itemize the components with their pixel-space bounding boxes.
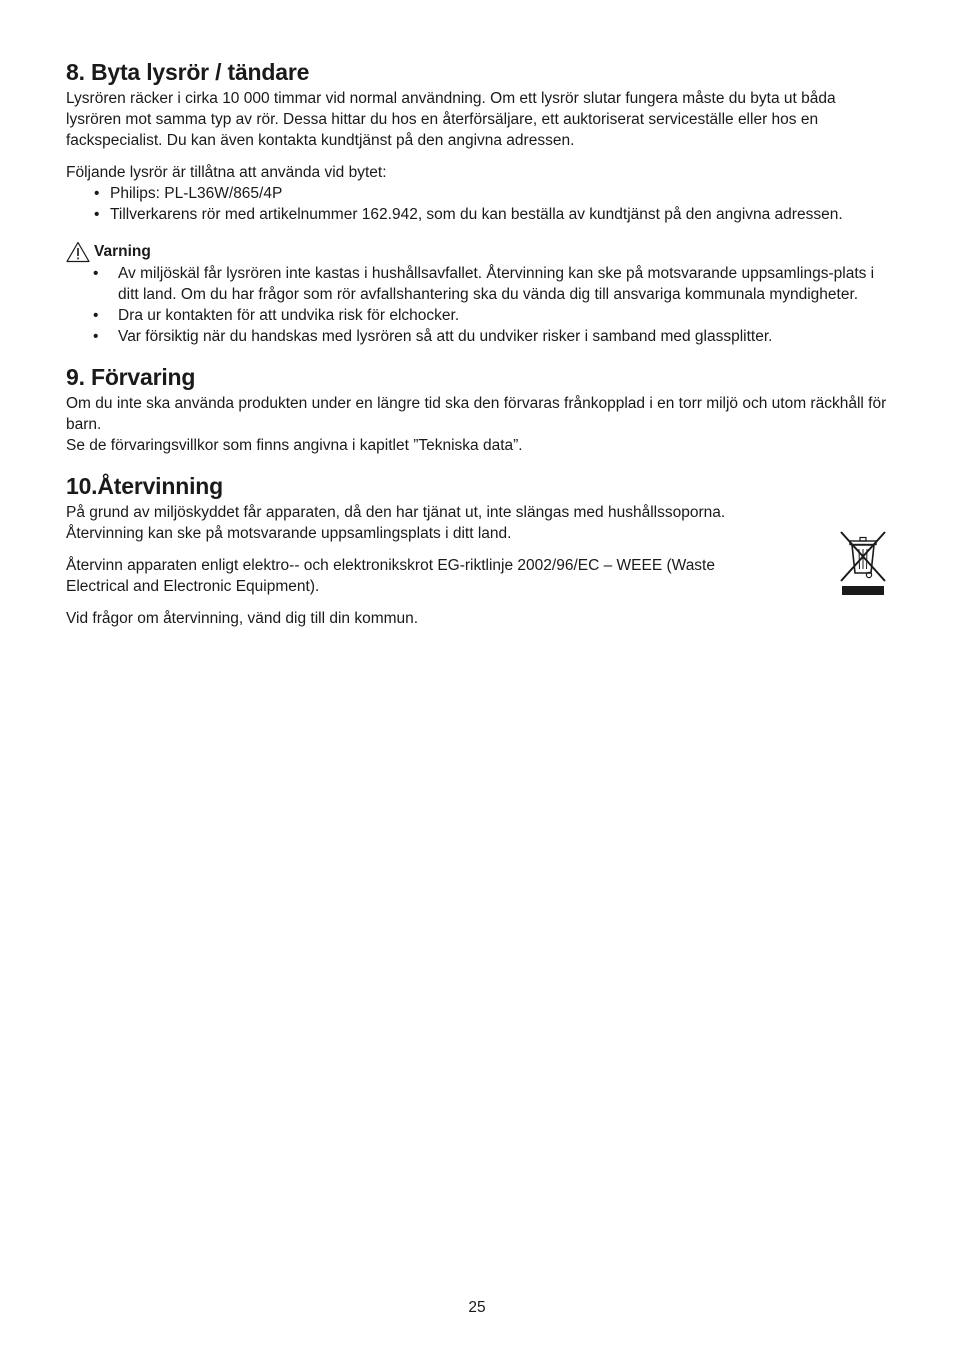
paragraph: Om du inte ska använda produkten under en längre tid ska den förvaras frånkopplad i en torr miljö och utom räckhåll för barn. (66, 395, 887, 433)
paragraph: Vid frågor om återvinning, vänd dig till din kommun. (66, 610, 419, 627)
bullet: • (93, 328, 99, 345)
section-heading: 8. Byta lysrör / tändare (66, 59, 310, 85)
list-item (66, 305, 888, 326)
section-storage (66, 363, 888, 456)
paragraph: På grund av miljöskyddet får apparaten, då den har tjänat ut, inte slängas med hushållssoporna. (66, 504, 726, 521)
list-item (66, 204, 888, 225)
warning-title: Varning (94, 243, 151, 260)
bullet: • (94, 185, 100, 202)
paragraph: Lysrören räcker i cirka 10 000 timmar vid normal användning. Om ett lysrör slutar fungera måste du byta ut båda lysrören mot samma typ av rör. Dessa hittar du hos en återförsäljare, ett auktoriserat serviceställe eller hos en fackspecialist. Du kan även kontakta kundtjänst på den angivna adressen. (66, 90, 836, 149)
warning-triangle-icon (66, 241, 90, 263)
list-item-text: Tillverkarens rör med artikelnummer 162.942, som du kan beställa av kundtjänst på den angivna adressen. (110, 206, 843, 223)
list-item-text: Dra ur kontakten för att undvika risk för elchocker. (118, 307, 460, 324)
crossed-out-wheelie-bin-icon (838, 529, 888, 597)
list-item-text: Var försiktig när du handskas med lysrören så att du undviker risker i samband med glassplitter. (118, 328, 773, 345)
list-item (66, 263, 888, 305)
section-recycling (66, 472, 888, 629)
bullet: • (93, 307, 99, 324)
list-item (66, 183, 888, 204)
warning-heading (66, 241, 888, 263)
weee-paragraph-row (66, 555, 888, 597)
paragraph: Återvinning kan ske på motsvarande uppsamlingsplats i ditt land. (66, 525, 512, 542)
paragraph: Följande lysrör är tillåtna att använda vid bytet: (66, 164, 387, 181)
list-item (66, 326, 888, 347)
paragraph: Återvinn apparaten enligt elektro-- och elektronikskrot EG-riktlinje 2002/96/EC – WEEE (Waste Electrical and Electronic Equipment). (66, 557, 715, 595)
warning-list (66, 263, 888, 347)
bullet: • (93, 265, 99, 282)
section-replace-tubes (66, 58, 888, 347)
allowed-tubes-list (66, 183, 888, 225)
section-heading: 9. Förvaring (66, 364, 196, 390)
section-heading: 10.Återvinning (66, 473, 223, 499)
list-item-text: Av miljöskäl får lysrören inte kastas i hushållsavfallet. Återvinning kan ske på motsvarande uppsamlings-plats i ditt land. Om du har frågor som rör avfallshantering ska du vända dig till ansvariga kommunala myndigheter. (118, 265, 875, 303)
bullet: • (94, 206, 100, 223)
paragraph: Se de förvaringsvillkor som finns angivna i kapitlet ”Tekniska data”. (66, 437, 523, 454)
page-content (66, 58, 888, 629)
page-number: 25 (468, 1299, 486, 1316)
list-item-text: Philips: PL-L36W/865/4P (110, 185, 283, 202)
